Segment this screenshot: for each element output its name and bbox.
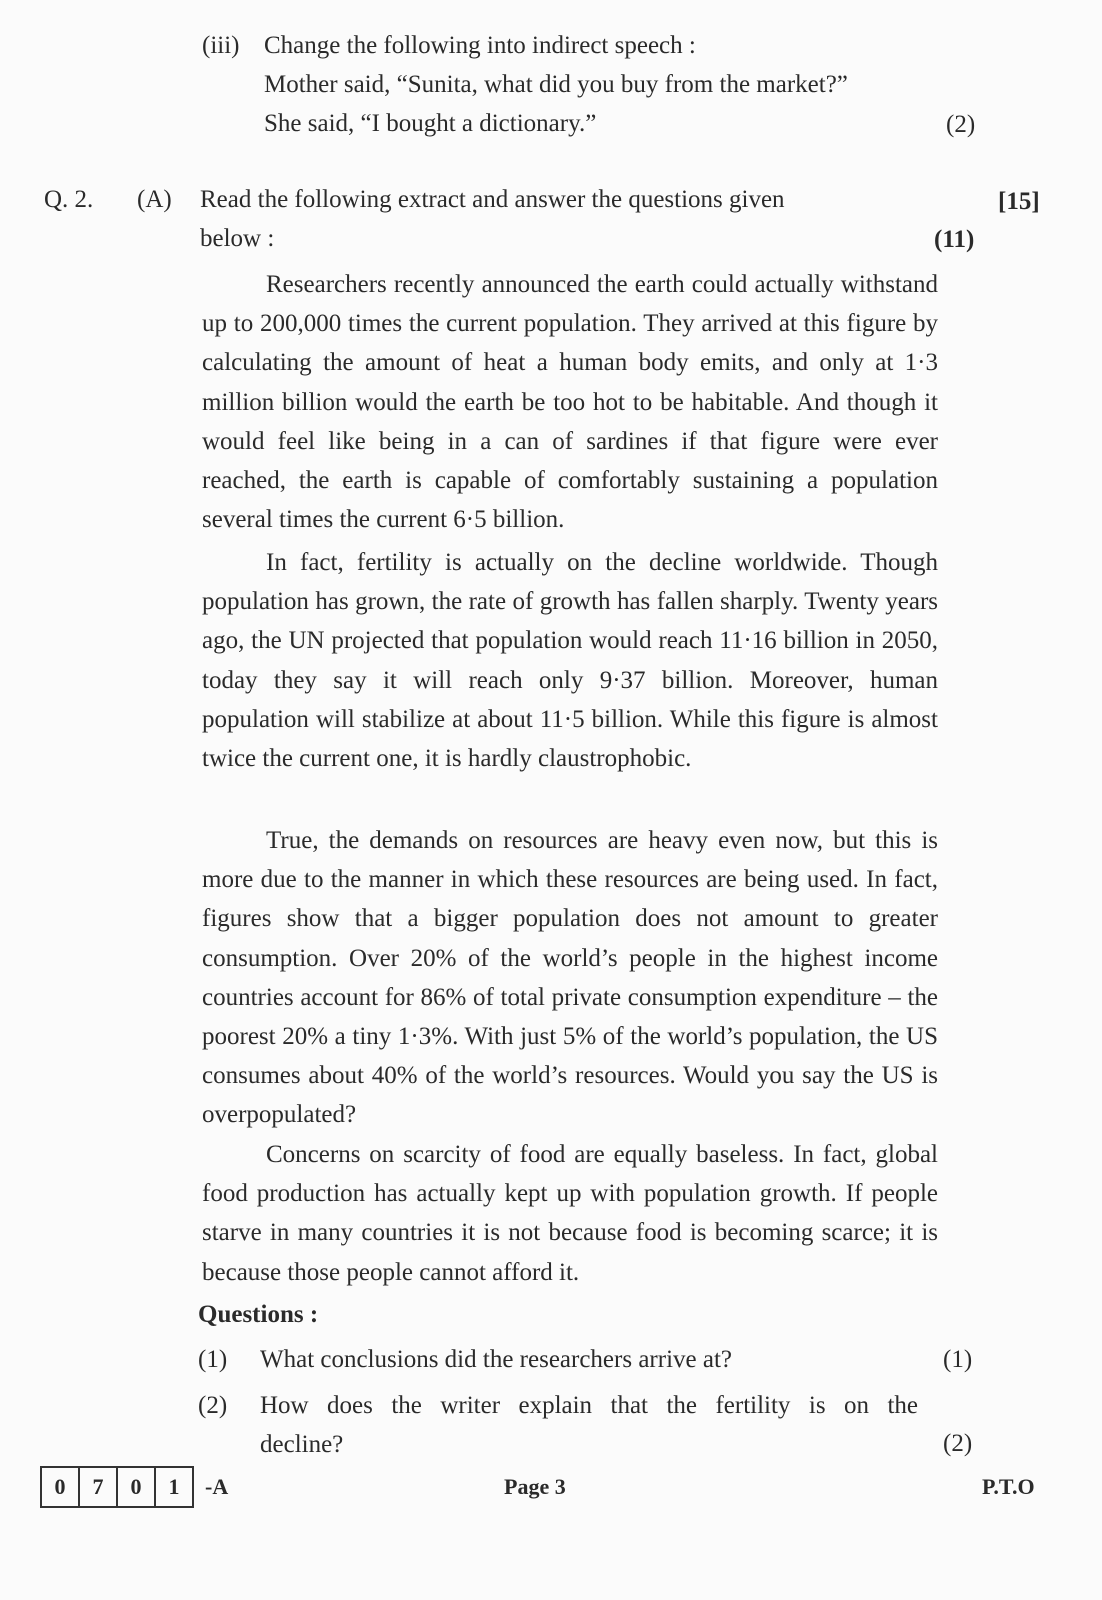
q2-part-label: (A) xyxy=(137,186,172,213)
question-instruction: Change the following into indirect speech : xyxy=(264,32,696,59)
question-1-marks: (1) xyxy=(943,1346,973,1373)
paper-code-suffix: -A xyxy=(205,1474,229,1499)
paper-code-digit: 0 xyxy=(40,1466,78,1508)
paper-code-box xyxy=(40,1466,194,1508)
paper-code-digit: 1 xyxy=(154,1466,194,1508)
question-number-iii: (iii) xyxy=(202,32,240,59)
question-2-text-line-1: How does the writer explain that the fertility is on the xyxy=(260,1392,918,1419)
q2-instruction-line-1: Read the following extract and answer the questions given xyxy=(200,186,785,213)
passage-paragraph-3: True, the demands on resources are heavy even now, but this is more due to the manner in which these resources are being used. In fact, figures show that a bigger population does not amount to greater consumption. Over 20% of the world’s people in the highest income countries account for 86% of total private consumption expenditure – the poorest 20% a tiny 1·3%. With just 5% of the world’s population, the US consumes about 40% of the world’s resources. Would you say the US is overpopulated? xyxy=(202,827,938,1129)
q2-label: Q. 2. xyxy=(44,186,94,213)
q2-part-marks: (11) xyxy=(934,226,975,253)
paper-code-digit: 7 xyxy=(78,1466,116,1508)
q2-instruction-line-2: below : xyxy=(200,225,275,252)
speech-line-2: She said, “I bought a dictionary.” xyxy=(264,110,597,137)
marks-iii: (2) xyxy=(946,111,976,138)
paper-code-digit: 0 xyxy=(116,1466,154,1508)
passage-paragraph-2: In fact, fertility is actually on the decline worldwide. Though population has grown, the rate of growth has fallen sharply. Twenty years ago, the UN projected that population would reach 11·16 billion in 2050, today they say it will reach only 9·37 billion. Moreover, human population will stabilize at about 11·5 billion. While this figure is almost twice the current one, it is hardly claustrophobic. xyxy=(202,549,938,773)
question-2-marks: (2) xyxy=(943,1430,973,1457)
speech-line-1: Mother said, “Sunita, what did you buy from the market?” xyxy=(264,71,848,98)
question-1-number: (1) xyxy=(198,1346,228,1373)
passage-paragraph-1: Researchers recently announced the earth could actually withstand up to 200,000 times the current population. They arrived at this figure by calculating the amount of heat a human body emits, and only at 1·3 million billion would the earth be too hot to be habitable. And though it would feel like being in a can of sardines if that figure were ever reached, the earth is capable of comfortably sustaining a population several times the current 6·5 billion. xyxy=(202,271,938,534)
page-number: Page 3 xyxy=(504,1474,566,1499)
passage-paragraph-4: Concerns on scarcity of food are equally baseless. In fact, global food production has actually kept up with population growth. If people starve in many countries it is not because food is becoming scarce; it is because those people cannot afford it. xyxy=(202,1141,938,1286)
questions-heading: Questions : xyxy=(198,1301,319,1328)
question-1-text: What conclusions did the researchers arrive at? xyxy=(260,1346,733,1373)
q2-total-marks: [15] xyxy=(998,188,1040,215)
question-2-text-line-2: decline? xyxy=(260,1431,344,1458)
question-2-number: (2) xyxy=(198,1392,228,1419)
pto-label: P.T.O xyxy=(982,1474,1035,1499)
